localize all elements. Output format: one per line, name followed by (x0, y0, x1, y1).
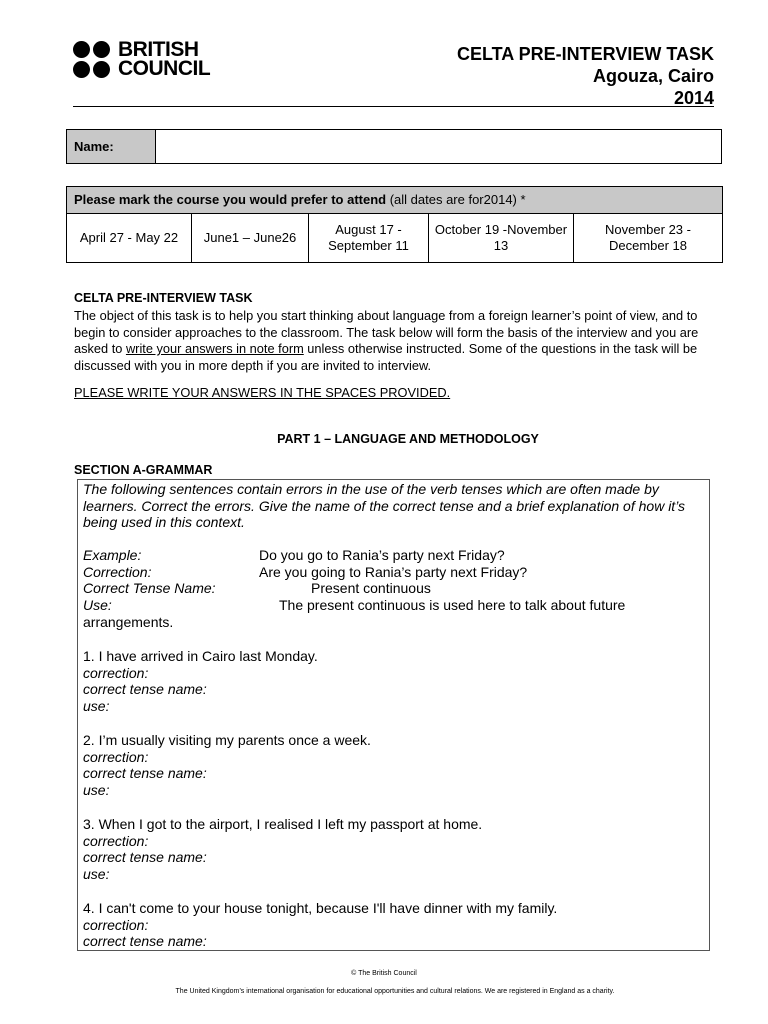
british-council-logo (73, 40, 213, 80)
question-2: 2. I’m usually visiting my parents once a week. correction: correct tense name: use: (83, 732, 371, 799)
course-heading: Please mark the course you would prefer to attend (all dates are for2014) * (67, 187, 723, 214)
intro-paragraph: The object of this task is to help you start thinking about language from a foreign learner’s point of view, and to begin to consider approaches to the classroom. The task below will form the basis of the interview and you are asked to write your answers in note form unless otherwise instructed. Some of the questions in the task will be discussed with you in more depth if you are invited to interview. (74, 308, 699, 373)
section-a-title: SECTION A-GRAMMAR (74, 463, 213, 477)
please-write-note: PLEASE WRITE YOUR ANSWERS IN THE SPACES PROVIDED. (74, 385, 451, 400)
course-option-3[interactable]: August 17 - September 11 (309, 214, 429, 263)
course-option-5[interactable]: November 23 - December 18 (574, 214, 723, 263)
name-label: Name: (67, 130, 156, 164)
course-table (66, 186, 723, 263)
question-3: 3. When I got to the airport, I realised I left my passport at home. correction: correct tense name: use: (83, 816, 483, 883)
header-location: Agouza, Cairo (592, 66, 714, 86)
logo-line-2: COUNCIL (118, 57, 211, 80)
question-4: 4. I can't come to your house tonight, because I'll have dinner with my family. correction: correct tense name: (83, 900, 558, 950)
footer-copyright: © The British Council (351, 970, 417, 977)
course-option-2[interactable]: June1 – June26 (192, 214, 309, 263)
footer-statement: The United Kingdom’s international organisation for educational opportunities and cultural relations. We are registered in England as a charity. (175, 988, 615, 995)
intro-title: CELTA PRE-INTERVIEW TASK (74, 291, 253, 305)
name-field[interactable] (156, 130, 722, 164)
header-rule (73, 106, 714, 107)
part-title: PART 1 – LANGUAGE AND METHODOLOGY (277, 432, 539, 446)
grammar-instructions: The following sentences contain errors in the use of the verb tenses which are often made by learners. Correct the errors. Give the name of the correct tense and a brief explanation of how it’s being used in this context. (83, 481, 686, 531)
header-year: 2014 (673, 88, 714, 108)
course-option-4[interactable]: October 19 -November 13 (429, 214, 574, 263)
logo-dots-icon (73, 41, 113, 79)
name-table (66, 129, 722, 164)
header-title: CELTA PRE-INTERVIEW TASK (456, 44, 714, 64)
example-block: Example: Do you go to Rania’s party next Friday? Correction: Are you going to Rania’s party next Friday? Correct Tense Name: Present continuous Use: The present continuous is used here to talk about future arrangements. (83, 547, 626, 630)
document-header (457, 43, 714, 109)
logo-line-1: BRITISH (118, 38, 199, 61)
course-option-1[interactable]: April 27 - May 22 (67, 214, 192, 263)
question-1: 1. I have arrived in Cairo last Monday. correction: correct tense name: use: (83, 648, 318, 715)
